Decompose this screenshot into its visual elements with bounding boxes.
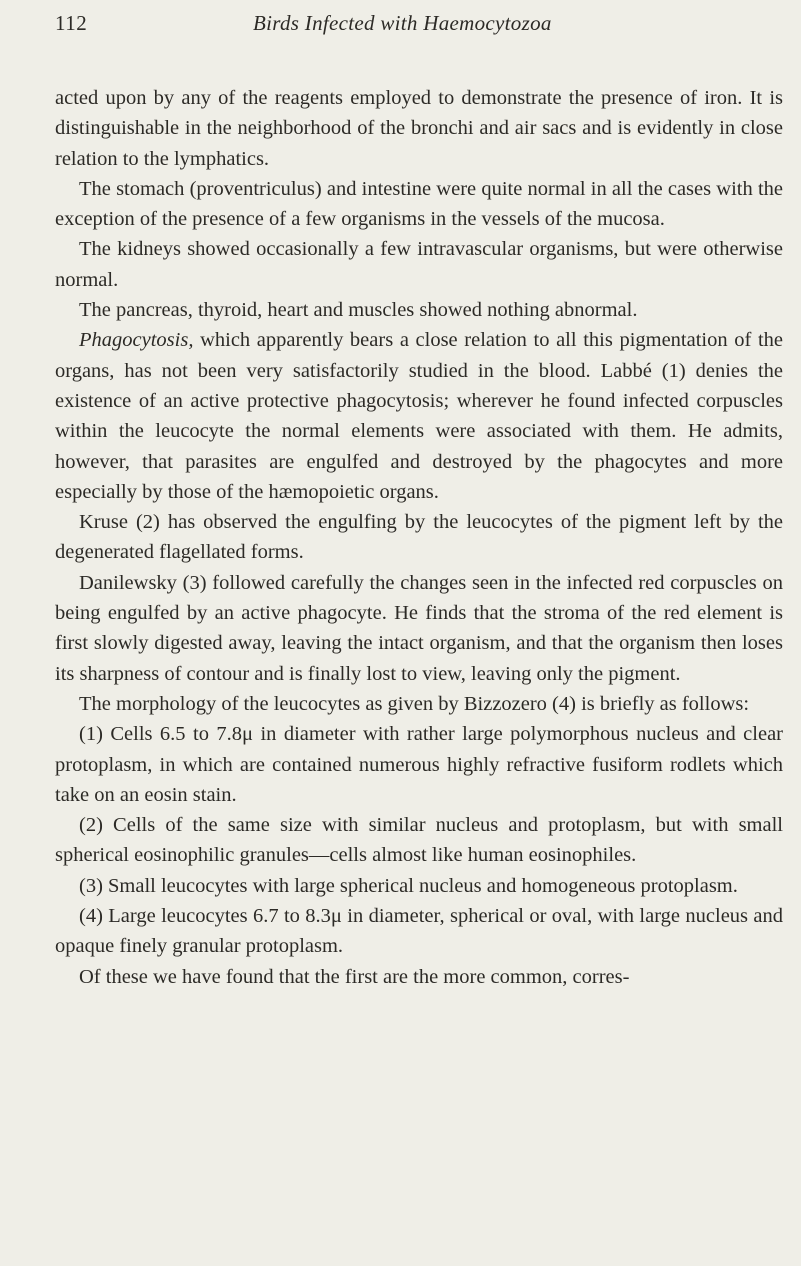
paragraph: The morphology of the leucocytes as given by Bizzozero (4) is briefly as follows: <box>79 692 750 715</box>
paragraph: Of these we have found that the first are the more common, corres- <box>79 965 630 988</box>
list-item: (4) Large leucocytes 6.7 to 8.3μ in diameter, spherical or oval, with large nucleus and opaque finely granular protoplasm. <box>55 905 783 958</box>
paragraph: The pancreas, thyroid, heart and muscles showed nothing abnormal. <box>79 299 638 322</box>
list-item: (3) Small leucocytes with large spherical nucleus and homogeneous protoplasm. <box>79 874 738 897</box>
running-title: Birds Infected with Haemocytozoa <box>253 11 552 35</box>
page-header <box>55 11 775 41</box>
paragraph: The kidneys showed occasionally a few intravascular organisms, but were otherwise normal. <box>55 238 783 291</box>
paragraph: Danilewsky (3) followed carefully the changes seen in the infected red corpuscles on being engulfed by an active phagocyte. He finds that the stroma of the red element is first slowly digested away, leaving the intact organism, and that the organism then loses its sharpness of contour and is finally lost to view, leaving only the pigment. <box>55 571 783 685</box>
paragraph: acted upon by any of the reagents employed to demonstrate the presence of iron. It is distinguishable in the neighborhood of the bronchi and air sacs and is evidently in close relation to the lymphatics. <box>55 87 783 170</box>
list-item: (2) Cells of the same size with similar nucleus and protoplasm, but with small spherical eosinophilic granules—cells almost like human eosinophiles. <box>55 814 783 867</box>
body-text <box>55 83 783 992</box>
paragraph <box>55 325 783 507</box>
italic-term: Phagocytosis, <box>79 329 194 352</box>
paragraph: The stomach (proventriculus) and intestine were quite normal in all the cases with the exception of the presence of a few organisms in the vessels of the mucosa. <box>55 177 783 231</box>
page-number: 112 <box>55 11 88 35</box>
paragraph: Kruse (2) has observed the engulfing by the leucocytes of the pigment left by the degenerated flagellated forms. <box>55 511 783 564</box>
list-item: (1) Cells 6.5 to 7.8μ in diameter with rather large polymorphous nucleus and clear protoplasm, in which are contained numerous highly refractive fusiform rodlets which take on an eosin stain. <box>55 723 783 806</box>
paragraph-text: which apparently bears a close relation to all this pigmentation of the organs, has not been very satisfactorily studied in the blood. Labbé (1) denies the existence of an active protective phagocytosis; wherever he found infected corpuscles within the leucocyte the normal elements were associated with them. He admits, however, that parasites are engulfed and destroyed by the phagocytes and more especially by those of the hæmopoietic organs. <box>55 329 783 503</box>
